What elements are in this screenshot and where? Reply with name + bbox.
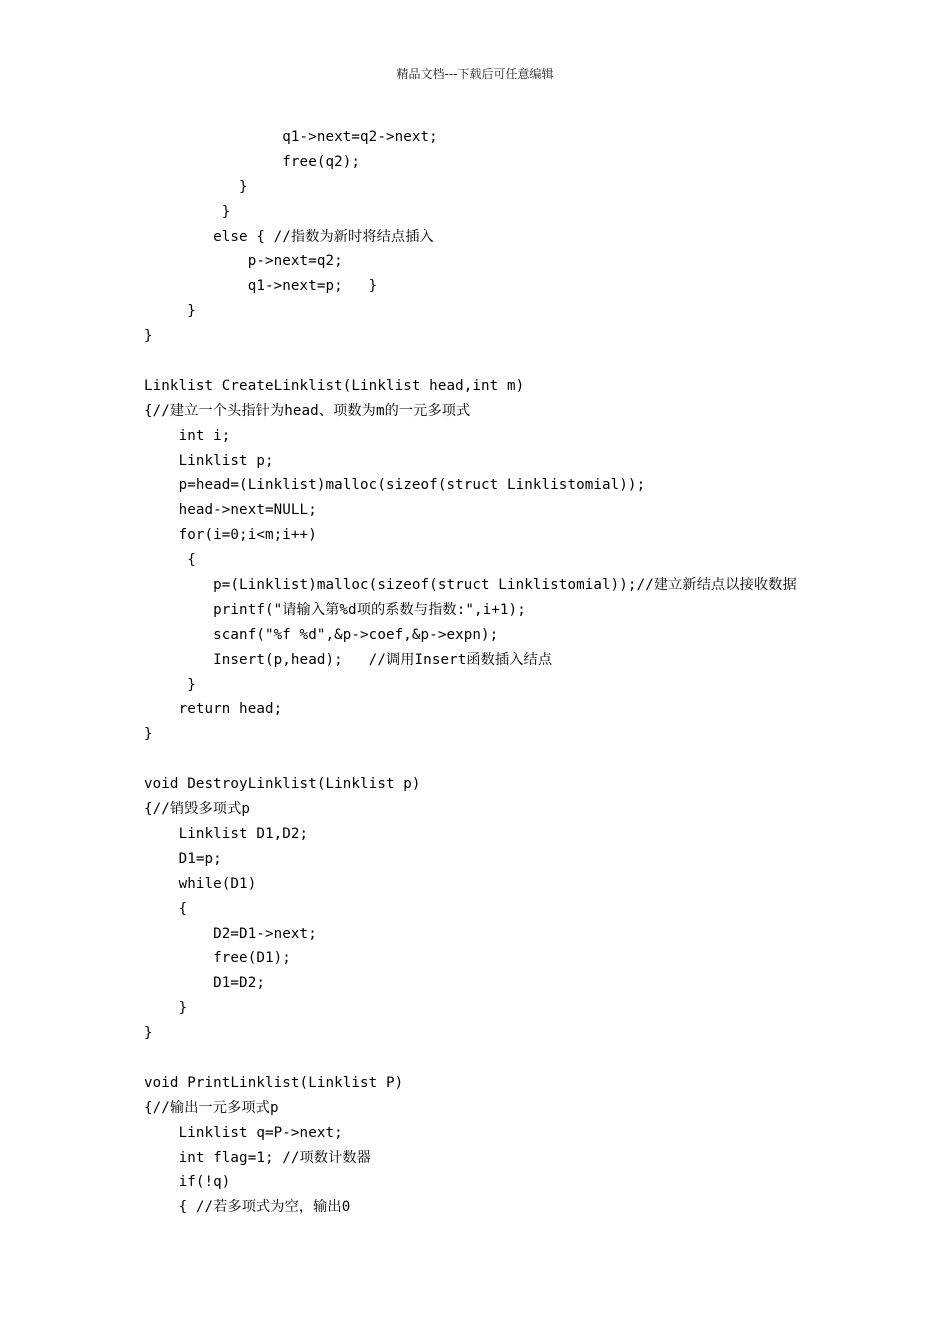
code-line: } [144,726,153,743]
code-line: {//销毁多项式p [144,801,251,818]
code-line: {//输出一元多项式p [144,1099,279,1116]
code-line: if(!q) [144,1174,231,1191]
code-line: Linklist D1,D2; [144,825,309,842]
code-line: while(D1) [144,875,257,892]
code-line [144,349,934,374]
code-line: free(D1); [144,950,291,967]
code-line: return head; [144,701,283,718]
code-line: Linklist p; [144,452,274,469]
code-line: int flag=1; //项数计数器 [144,1149,371,1166]
code-line: D2=D1->next; [144,925,317,942]
code-line: Insert(p,head); //调用Insert函数插入结点 [144,651,553,668]
code-line: { [144,900,188,917]
code-line: } [144,1025,153,1042]
code-line: Linklist q=P->next; [144,1124,343,1141]
code-line: void DestroyLinklist(Linklist p) [144,776,421,793]
code-line: } [144,676,196,693]
code-line: p=head=(Linklist)malloc(sizeof(struct Linklistomial)); [144,477,646,494]
code-line [144,1046,934,1071]
code-line: scanf("%f %d",&p->coef,&p->expn); [144,626,499,643]
code-line: head->next=NULL; [144,502,317,519]
code-line: } [144,1000,188,1017]
code-line: p=(Linklist)malloc(sizeof(struct Linklistomial));//建立新结点以接收数据 [144,577,797,594]
code-line: int i; [144,427,231,444]
code-line: } [144,303,196,320]
code-line: printf("请输入第%d项的系数与指数:",i+1); [144,601,526,618]
code-line: void PrintLinklist(Linklist P) [144,1074,404,1091]
code-line: D1=D2; [144,975,265,992]
code-line: {//建立一个头指针为head、项数为m的一元多项式 [144,402,471,419]
code-line: q1->next=p; } [144,278,378,295]
code-line: D1=p; [144,850,222,867]
code-line: p->next=q2; [144,253,343,270]
code-line: free(q2); [144,153,361,170]
code-line: } [144,328,153,345]
code-block [144,125,934,1220]
code-line: Linklist CreateLinklist(Linklist head,int m) [144,377,525,394]
code-line: for(i=0;i<m;i++) [144,527,317,544]
code-line: { //若多项式为空，输出0 [144,1199,351,1216]
code-line: } [144,178,248,195]
page-header: 精品文档---下载后可任意编辑 [396,67,554,81]
code-line: q1->next=q2->next; [144,129,438,145]
code-line [144,747,934,772]
code-line: } [144,203,231,220]
code-line: { [144,552,196,569]
code-line: else { //指数为新时将结点插入 [144,228,434,245]
